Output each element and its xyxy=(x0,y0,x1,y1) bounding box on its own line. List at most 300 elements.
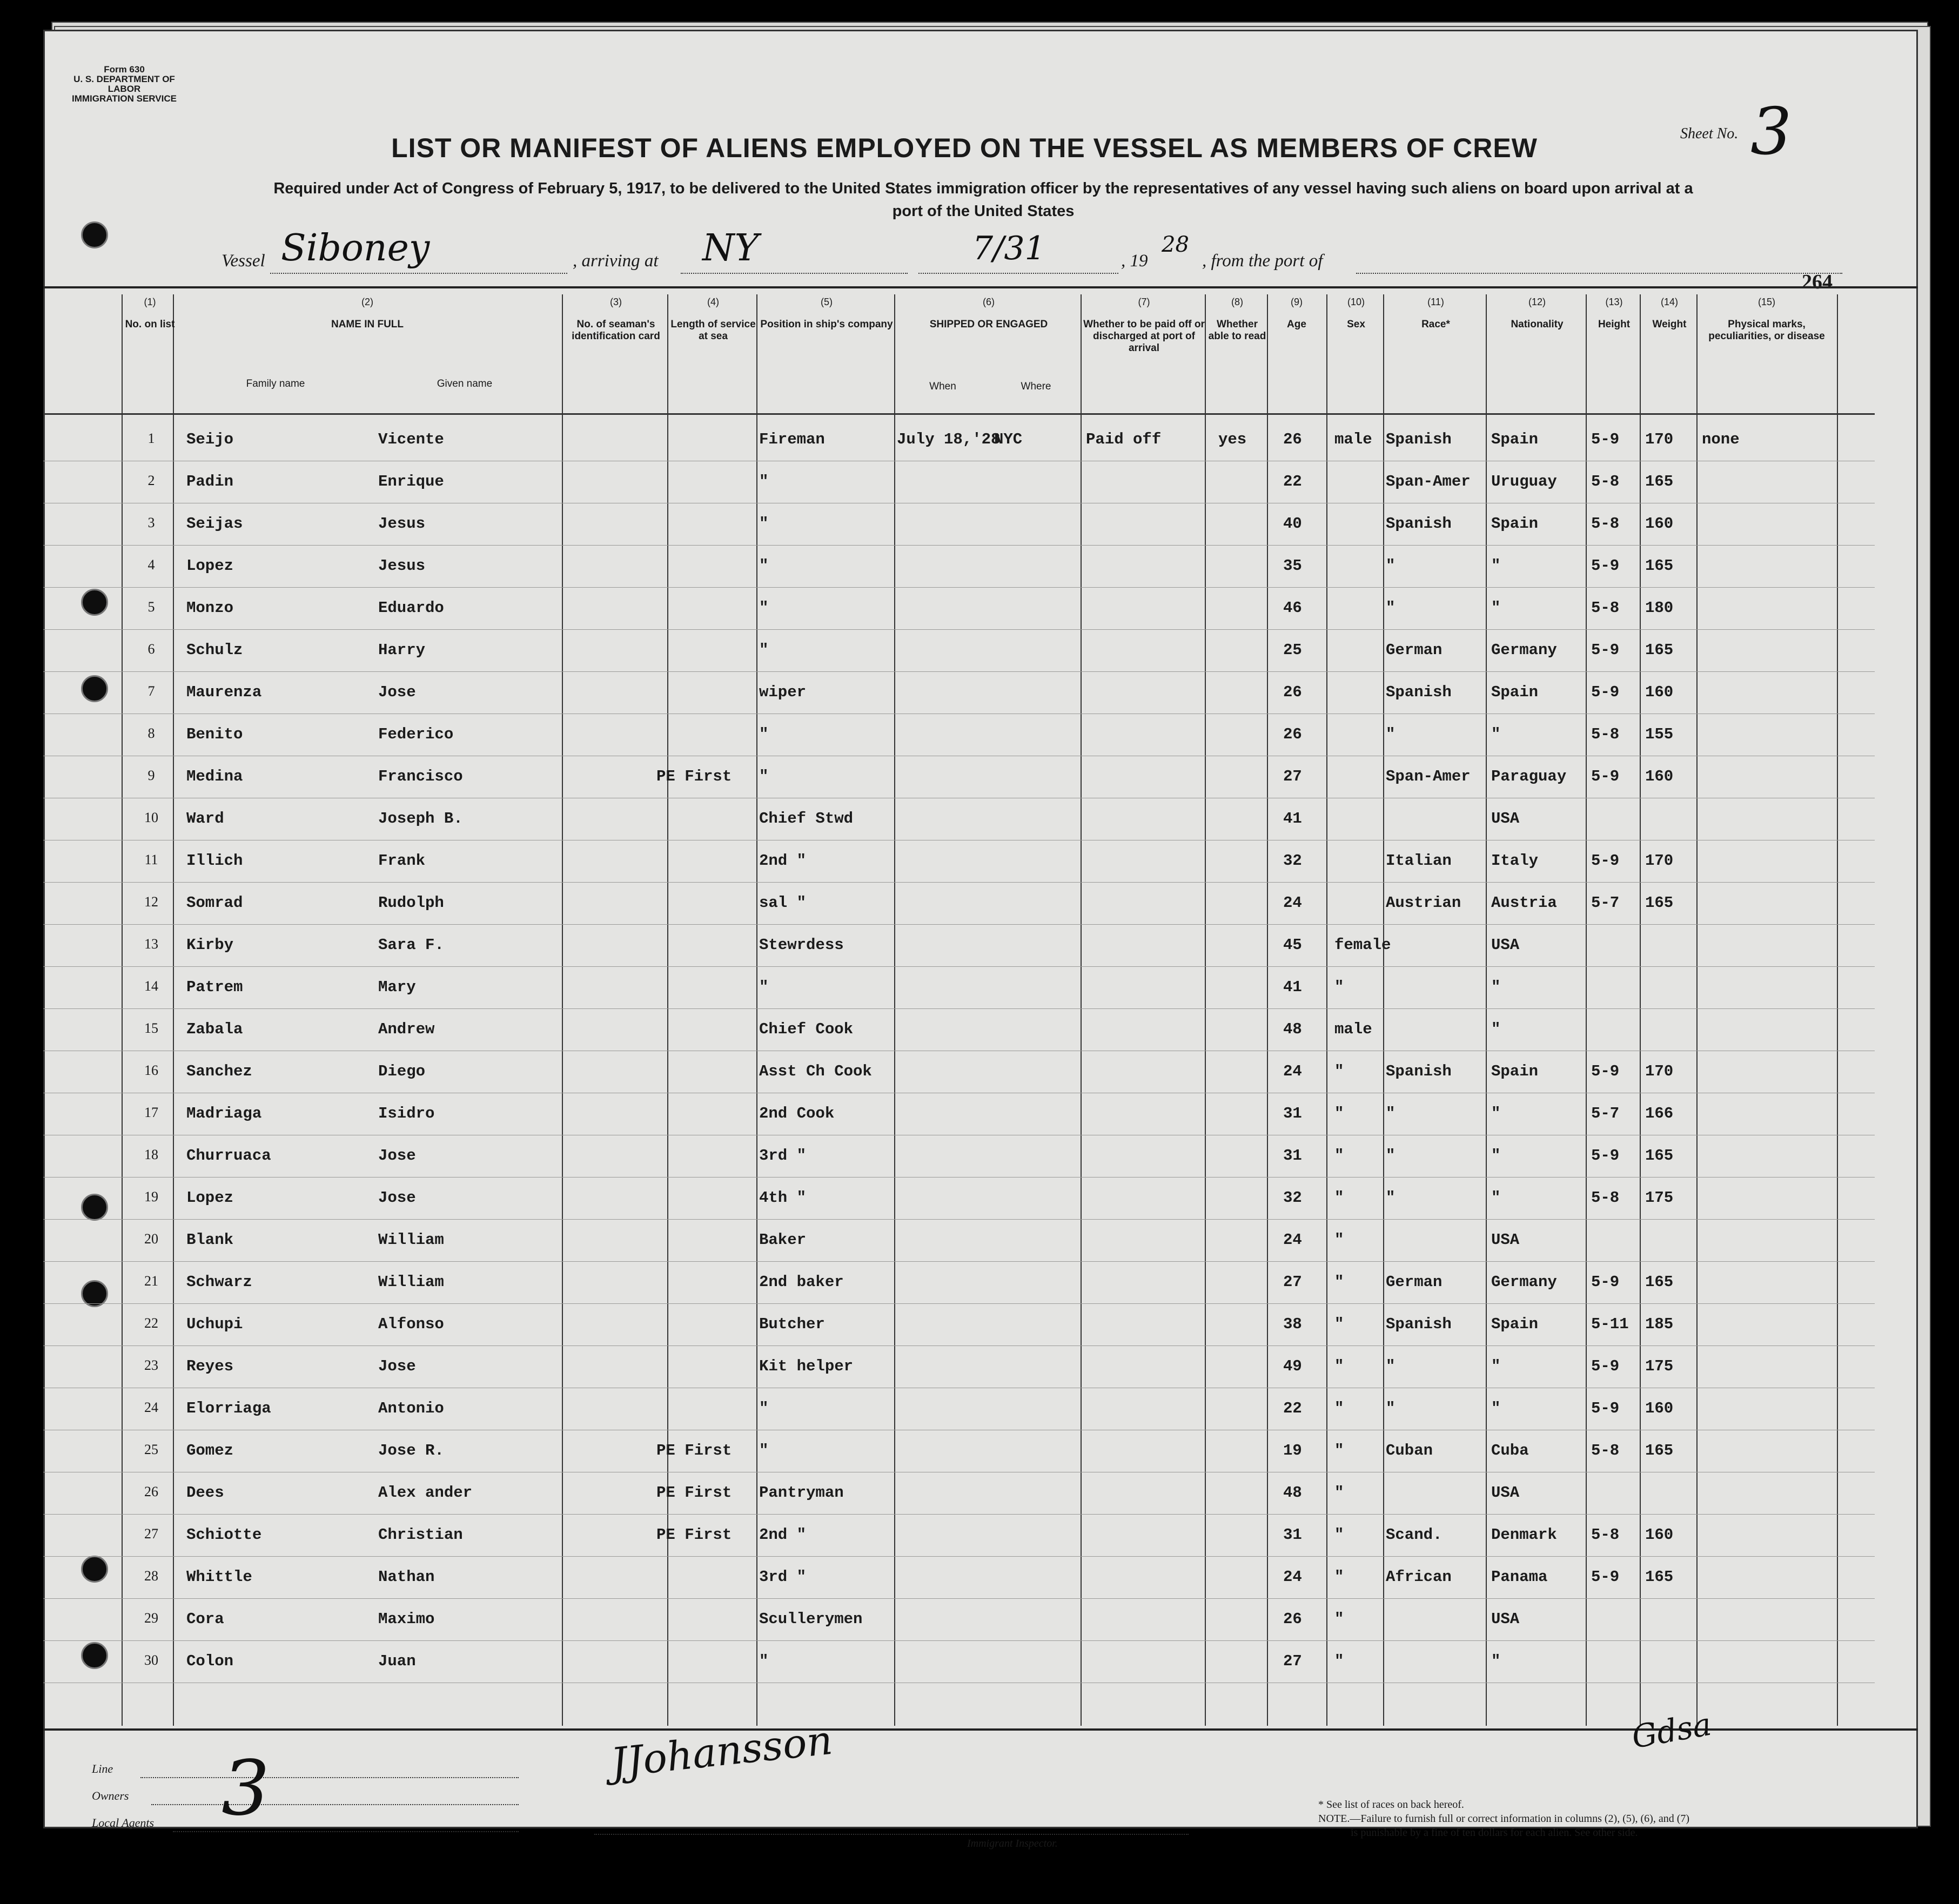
family-name-cell: Schwarz xyxy=(186,1273,252,1291)
age-cell: 35 xyxy=(1283,557,1302,575)
height-cell: 5-8 xyxy=(1591,599,1620,617)
nationality-cell: Uruguay xyxy=(1491,473,1557,490)
header-name-in-full xyxy=(173,296,562,331)
nationality-cell: Spain xyxy=(1491,1315,1539,1333)
col-number: (10) xyxy=(1347,297,1365,307)
row-number-cell: 16 xyxy=(144,1062,158,1078)
position-cell: Chief Cook xyxy=(759,1020,854,1038)
col-number: (15) xyxy=(1757,297,1775,307)
page-subtitle xyxy=(113,177,1853,223)
col-number: (9) xyxy=(1291,297,1303,307)
length-of-service-cell: PE First xyxy=(656,1526,732,1544)
header-length-service xyxy=(670,296,756,342)
position-cell: " xyxy=(759,515,769,533)
row-rule xyxy=(43,587,1875,588)
sex-cell: " xyxy=(1334,1062,1344,1080)
table-top-rule xyxy=(43,286,1918,288)
age-cell: 24 xyxy=(1283,1231,1302,1249)
age-cell: 48 xyxy=(1283,1020,1302,1038)
age-cell: 24 xyxy=(1283,1062,1302,1080)
race-cell: Span-Amer xyxy=(1386,473,1471,490)
age-cell: 32 xyxy=(1283,852,1302,870)
position-cell: Butcher xyxy=(759,1315,825,1333)
col-number: (12) xyxy=(1528,297,1546,307)
position-cell: " xyxy=(759,1652,769,1670)
column-divider xyxy=(562,294,563,1726)
footer-sheet-number: 3 xyxy=(222,1745,270,1833)
family-name-cell: Patrem xyxy=(186,978,243,996)
sex-cell: " xyxy=(1334,1357,1344,1375)
weight-cell: 165 xyxy=(1645,557,1674,575)
row-rule xyxy=(43,1514,1875,1515)
age-cell: 32 xyxy=(1283,1189,1302,1207)
row-number-cell: 28 xyxy=(144,1568,158,1584)
sex-cell: " xyxy=(1334,1526,1344,1544)
height-cell: 5-9 xyxy=(1591,768,1620,785)
race-cell: Spanish xyxy=(1386,430,1452,448)
col-title: Physical marks, peculiarities, or disease xyxy=(1708,319,1825,342)
row-number-cell: 21 xyxy=(144,1273,158,1289)
sex-cell: female xyxy=(1334,936,1391,954)
height-cell: 5-8 xyxy=(1591,1526,1620,1544)
race-cell: German xyxy=(1386,641,1443,659)
position-cell: Scullerymen xyxy=(759,1610,863,1628)
age-cell: 27 xyxy=(1283,1273,1302,1291)
given-name-cell: Eduardo xyxy=(378,599,444,617)
sex-cell: male xyxy=(1334,1020,1372,1038)
height-cell: 5-8 xyxy=(1591,1189,1620,1207)
sex-cell: " xyxy=(1334,1315,1344,1333)
height-cell: 5-7 xyxy=(1591,1105,1620,1122)
subheader-family-name: Family name xyxy=(246,378,305,389)
sex-cell: " xyxy=(1334,1484,1344,1502)
row-number-cell: 22 xyxy=(144,1315,158,1331)
age-cell: 27 xyxy=(1283,768,1302,785)
race-cell: " xyxy=(1386,599,1396,617)
year-prefix: , 19 xyxy=(1121,251,1148,271)
given-name-cell: Jesus xyxy=(378,515,426,533)
given-name-cell: Joseph B. xyxy=(378,810,463,827)
nationality-cell: " xyxy=(1491,557,1501,575)
nationality-cell: USA xyxy=(1491,1231,1520,1249)
row-number-cell: 10 xyxy=(144,810,158,825)
position-cell: 2nd Cook xyxy=(759,1105,835,1122)
given-name-cell: Jose xyxy=(378,1189,416,1207)
nationality-cell: USA xyxy=(1491,1484,1520,1502)
col-title: NAME IN FULL xyxy=(331,319,404,330)
column-divider xyxy=(1586,294,1587,1726)
sex-cell: " xyxy=(1334,1273,1344,1291)
form-identifier xyxy=(57,65,192,104)
col-title: Nationality xyxy=(1511,319,1564,330)
height-cell: 5-9 xyxy=(1591,1568,1620,1586)
given-name-cell: Enrique xyxy=(378,473,444,490)
nationality-cell: " xyxy=(1491,978,1501,996)
position-cell: " xyxy=(759,725,769,743)
row-number-cell: 27 xyxy=(144,1526,158,1542)
col-title: Whether to be paid off or discharged at port of arrival xyxy=(1083,319,1205,354)
row-number-cell: 3 xyxy=(147,515,155,530)
col-title: Position in ship's company xyxy=(760,319,893,330)
owners-label: Owners xyxy=(92,1789,129,1802)
position-cell: 2nd baker xyxy=(759,1273,844,1291)
line-dotline xyxy=(140,1777,519,1778)
row-number-cell: 15 xyxy=(144,1020,158,1036)
given-name-cell: Vicente xyxy=(378,430,444,448)
row-rule xyxy=(43,545,1875,546)
weight-cell: 155 xyxy=(1645,725,1674,743)
inspector-signature: JJohansson xyxy=(608,1717,835,1787)
row-number-cell: 6 xyxy=(147,641,155,657)
header-sex xyxy=(1329,296,1383,331)
from-port-label: , from the port of xyxy=(1202,251,1323,271)
weight-cell: 165 xyxy=(1645,894,1674,912)
col-title: Whether able to read xyxy=(1208,319,1266,342)
given-name-cell: Antonio xyxy=(378,1400,444,1417)
age-cell: 26 xyxy=(1283,725,1302,743)
row-rule xyxy=(43,1345,1875,1346)
port-dotline xyxy=(681,273,908,274)
nationality-cell: " xyxy=(1491,1020,1501,1038)
arrival-port: NY xyxy=(702,227,759,270)
nationality-cell: Paraguay xyxy=(1491,768,1567,785)
row-number-cell: 30 xyxy=(144,1652,158,1668)
col-title: SHIPPED OR ENGAGED xyxy=(929,319,1048,330)
col-number: (6) xyxy=(983,297,995,307)
family-name-cell: Medina xyxy=(186,768,243,785)
position-cell: " xyxy=(759,768,769,785)
height-cell: 5-9 xyxy=(1591,1357,1620,1375)
race-cell: German xyxy=(1386,1273,1443,1291)
col-title: Sex xyxy=(1347,319,1365,330)
row-number-cell: 5 xyxy=(147,599,155,615)
height-cell: 5-9 xyxy=(1591,852,1620,870)
col-number: (14) xyxy=(1660,297,1678,307)
nationality-cell: " xyxy=(1491,1400,1501,1417)
footnote xyxy=(1318,1798,1804,1840)
position-cell: Pantryman xyxy=(759,1484,844,1502)
row-number-cell: 20 xyxy=(144,1231,158,1247)
weight-cell: 165 xyxy=(1645,1273,1674,1291)
weight-cell: 170 xyxy=(1645,1062,1674,1080)
height-cell: 5-9 xyxy=(1591,1062,1620,1080)
given-name-cell: Alfonso xyxy=(378,1315,444,1333)
length-of-service-cell: PE First xyxy=(656,1484,732,1502)
nationality-cell: " xyxy=(1491,1147,1501,1165)
column-divider xyxy=(894,294,895,1726)
length-of-service-cell: PE First xyxy=(656,1442,732,1459)
position-cell: Kit helper xyxy=(759,1357,854,1375)
col-number: (1) xyxy=(144,297,156,307)
sex-cell: " xyxy=(1334,1400,1344,1417)
column-divider xyxy=(1696,294,1698,1726)
header-seaman-card xyxy=(565,296,667,342)
race-cell: Spanish xyxy=(1386,1062,1452,1080)
given-name-cell: Andrew xyxy=(378,1020,435,1038)
position-cell: 3rd " xyxy=(759,1568,807,1586)
sex-cell: " xyxy=(1334,1105,1344,1122)
family-name-cell: Reyes xyxy=(186,1357,234,1375)
row-rule xyxy=(43,671,1875,672)
sex-cell: male xyxy=(1334,430,1372,448)
position-cell: wiper xyxy=(759,683,807,701)
height-cell: 5-9 xyxy=(1591,683,1620,701)
row-number-cell: 29 xyxy=(144,1610,158,1626)
age-cell: 19 xyxy=(1283,1442,1302,1459)
nationality-cell: USA xyxy=(1491,810,1520,827)
sex-cell: " xyxy=(1334,1147,1344,1165)
given-name-cell: Maximo xyxy=(378,1610,435,1628)
arriving-label: , arriving at xyxy=(573,251,659,271)
inspector-label: Immigrant Inspector. xyxy=(967,1838,1058,1849)
row-number-cell: 19 xyxy=(144,1189,158,1205)
weight-cell: 165 xyxy=(1645,641,1674,659)
family-name-cell: Zabala xyxy=(186,1020,243,1038)
col-number: (5) xyxy=(821,297,833,307)
position-cell: Chief Stwd xyxy=(759,810,854,827)
punch-hole xyxy=(81,1194,108,1221)
col-title: No. of seaman's identification card xyxy=(572,319,660,342)
column-divider xyxy=(1081,294,1082,1726)
age-cell: 27 xyxy=(1283,1652,1302,1670)
form-department: U. S. DEPARTMENT OF LABOR xyxy=(73,74,175,94)
age-cell: 26 xyxy=(1283,430,1302,448)
punch-hole xyxy=(81,221,108,248)
col-title: No. on list xyxy=(125,319,175,330)
col-number: (3) xyxy=(610,297,622,307)
nationality-cell: Germany xyxy=(1491,641,1557,659)
position-cell: Stewrdess xyxy=(759,936,844,954)
race-cell: " xyxy=(1386,1147,1396,1165)
age-cell: 24 xyxy=(1283,894,1302,912)
nationality-cell: Italy xyxy=(1491,852,1539,870)
row-number-cell: 1 xyxy=(147,430,155,446)
race-cell: Cuban xyxy=(1386,1442,1433,1459)
family-name-cell: Seijo xyxy=(186,430,234,448)
header-no-on-list xyxy=(124,296,176,331)
family-name-cell: Madriaga xyxy=(186,1105,262,1122)
weight-cell: 175 xyxy=(1645,1189,1674,1207)
given-name-cell: Federico xyxy=(378,725,454,743)
family-name-cell: Lopez xyxy=(186,1189,234,1207)
row-rule xyxy=(43,1556,1875,1557)
able-to-read-cell: yes xyxy=(1218,430,1247,448)
header-physical-marks xyxy=(1699,296,1834,342)
given-name-cell: Christian xyxy=(378,1526,463,1544)
header-weight xyxy=(1642,296,1696,331)
column-divider xyxy=(756,294,757,1726)
position-cell: " xyxy=(759,599,769,617)
row-rule xyxy=(43,1261,1875,1262)
family-name-cell: Illich xyxy=(186,852,243,870)
weight-cell: 160 xyxy=(1645,683,1674,701)
position-cell: " xyxy=(759,473,769,490)
family-name-cell: Elorriaga xyxy=(186,1400,271,1417)
subheader-given-name: Given name xyxy=(437,378,493,389)
age-cell: 41 xyxy=(1283,810,1302,827)
header-shipped-engaged xyxy=(897,296,1081,331)
punch-hole xyxy=(81,1556,108,1583)
race-cell: " xyxy=(1386,1189,1396,1207)
nationality-cell: USA xyxy=(1491,936,1520,954)
family-name-cell: Padin xyxy=(186,473,234,490)
position-cell: " xyxy=(759,641,769,659)
given-name-cell: Jesus xyxy=(378,557,426,575)
position-cell: Asst Ch Cook xyxy=(759,1062,872,1080)
sex-cell: " xyxy=(1334,1652,1344,1670)
col-title: Race* xyxy=(1421,319,1450,330)
physical-marks-cell: none xyxy=(1702,430,1740,448)
family-name-cell: Gomez xyxy=(186,1442,234,1459)
race-cell: Italian xyxy=(1386,852,1452,870)
from-port-dotline xyxy=(1356,273,1842,274)
footnote-races: * See list of races on back hereof. xyxy=(1318,1799,1464,1811)
header-height xyxy=(1588,296,1640,331)
age-cell: 46 xyxy=(1283,599,1302,617)
line-label: Line xyxy=(92,1762,113,1775)
given-name-cell: Jose R. xyxy=(378,1442,444,1459)
col-number: (8) xyxy=(1231,297,1243,307)
age-cell: 38 xyxy=(1283,1315,1302,1333)
sex-cell: " xyxy=(1334,978,1344,996)
nationality-cell: Germany xyxy=(1491,1273,1557,1291)
date-dotline xyxy=(918,273,1118,274)
weight-cell: 160 xyxy=(1645,1526,1674,1544)
height-cell: 5-8 xyxy=(1591,725,1620,743)
age-cell: 25 xyxy=(1283,641,1302,659)
family-name-cell: Sanchez xyxy=(186,1062,252,1080)
given-name-cell: Diego xyxy=(378,1062,426,1080)
height-cell: 5-7 xyxy=(1591,894,1620,912)
subtitle-line-1: Required under Act of Congress of February 5, 1917, to be delivered to the United States immigration officer by the representatives of any vessel having such aliens on board upon arrival at a xyxy=(273,180,1693,197)
family-name-cell: Ward xyxy=(186,810,224,827)
column-divider xyxy=(1837,294,1838,1726)
nationality-cell: Spain xyxy=(1491,430,1539,448)
nationality-cell: " xyxy=(1491,1652,1501,1670)
position-cell: Fireman xyxy=(759,430,825,448)
nationality-cell: USA xyxy=(1491,1610,1520,1628)
family-name-cell: Cora xyxy=(186,1610,224,1628)
weight-cell: 166 xyxy=(1645,1105,1674,1122)
row-rule xyxy=(43,924,1875,925)
position-cell: 2nd " xyxy=(759,1526,807,1544)
family-name-cell: Blank xyxy=(186,1231,234,1249)
weight-cell: 170 xyxy=(1645,430,1674,448)
given-name-cell: Jose xyxy=(378,683,416,701)
given-name-cell: Rudolph xyxy=(378,894,444,912)
nationality-cell: Spain xyxy=(1491,1062,1539,1080)
col-number: (2) xyxy=(361,297,373,307)
race-cell: Span-Amer xyxy=(1386,768,1471,785)
row-rule xyxy=(43,882,1875,883)
initials-signature: Gdsa xyxy=(1629,1705,1714,1756)
column-divider xyxy=(122,294,123,1726)
subheader-where: Where xyxy=(1021,381,1051,392)
position-cell: sal " xyxy=(759,894,807,912)
column-divider xyxy=(1486,294,1487,1726)
given-name-cell: Mary xyxy=(378,978,416,996)
height-cell: 5-9 xyxy=(1591,1400,1620,1417)
weight-cell: 185 xyxy=(1645,1315,1674,1333)
row-number-cell: 26 xyxy=(144,1484,158,1499)
punch-hole xyxy=(81,675,108,702)
sex-cell: " xyxy=(1334,1610,1344,1628)
paid-off-cell: Paid off xyxy=(1086,430,1162,448)
col-title: Height xyxy=(1598,319,1631,330)
col-title: Age xyxy=(1287,319,1306,330)
family-name-cell: Lopez xyxy=(186,557,234,575)
column-divider xyxy=(1383,294,1384,1726)
nationality-cell: " xyxy=(1491,1357,1501,1375)
form-number: Form 630 xyxy=(104,64,145,75)
header-bottom-rule xyxy=(43,413,1875,415)
family-name-cell: Churruaca xyxy=(186,1147,271,1165)
height-cell: 5-9 xyxy=(1591,557,1620,575)
row-rule xyxy=(43,966,1875,967)
given-name-cell: Francisco xyxy=(378,768,463,785)
row-number-cell: 14 xyxy=(144,978,158,994)
row-number-cell: 2 xyxy=(147,473,155,488)
given-name-cell: Sara F. xyxy=(378,936,444,954)
family-name-cell: Somrad xyxy=(186,894,243,912)
shipped-where-cell: NYC xyxy=(994,430,1023,448)
age-cell: 26 xyxy=(1283,1610,1302,1628)
age-cell: 45 xyxy=(1283,936,1302,954)
nationality-cell: Panama xyxy=(1491,1568,1548,1586)
age-cell: 48 xyxy=(1283,1484,1302,1502)
row-number-cell: 7 xyxy=(147,683,155,699)
weight-cell: 160 xyxy=(1645,768,1674,785)
race-cell: " xyxy=(1386,557,1396,575)
given-name-cell: Harry xyxy=(378,641,426,659)
row-rule xyxy=(43,1219,1875,1220)
vessel-name: Siboney xyxy=(281,227,430,270)
family-name-cell: Maurenza xyxy=(186,683,262,701)
age-cell: 31 xyxy=(1283,1526,1302,1544)
age-cell: 22 xyxy=(1283,1400,1302,1417)
row-rule xyxy=(43,1008,1875,1009)
position-cell: 4th " xyxy=(759,1189,807,1207)
header-paid-off xyxy=(1083,296,1205,354)
race-cell: " xyxy=(1386,1105,1396,1122)
race-cell: Spanish xyxy=(1386,1315,1452,1333)
row-rule xyxy=(43,1640,1875,1641)
family-name-cell: Kirby xyxy=(186,936,234,954)
given-name-cell: Jose xyxy=(378,1147,416,1165)
age-cell: 22 xyxy=(1283,473,1302,490)
height-cell: 5-8 xyxy=(1591,515,1620,533)
weight-cell: 170 xyxy=(1645,852,1674,870)
row-rule xyxy=(43,629,1875,630)
nationality-cell: Spain xyxy=(1491,515,1539,533)
page-title: LIST OR MANIFEST OF ALIENS EMPLOYED ON THE VESSEL AS MEMBERS OF CREW xyxy=(391,133,1538,163)
family-name-cell: Schiotte xyxy=(186,1526,262,1544)
position-cell: 3rd " xyxy=(759,1147,807,1165)
inspector-dotline xyxy=(594,1834,1189,1835)
nationality-cell: Denmark xyxy=(1491,1526,1557,1544)
height-cell: 5-9 xyxy=(1591,1147,1620,1165)
col-number: (11) xyxy=(1427,297,1444,307)
given-name-cell: Juan xyxy=(378,1652,416,1670)
race-cell: Spanish xyxy=(1386,683,1452,701)
row-number-cell: 18 xyxy=(144,1147,158,1162)
race-cell: African xyxy=(1386,1568,1452,1586)
nationality-cell: Spain xyxy=(1491,683,1539,701)
position-cell: " xyxy=(759,557,769,575)
age-cell: 26 xyxy=(1283,683,1302,701)
column-divider xyxy=(1205,294,1206,1726)
col-number: (7) xyxy=(1138,297,1150,307)
